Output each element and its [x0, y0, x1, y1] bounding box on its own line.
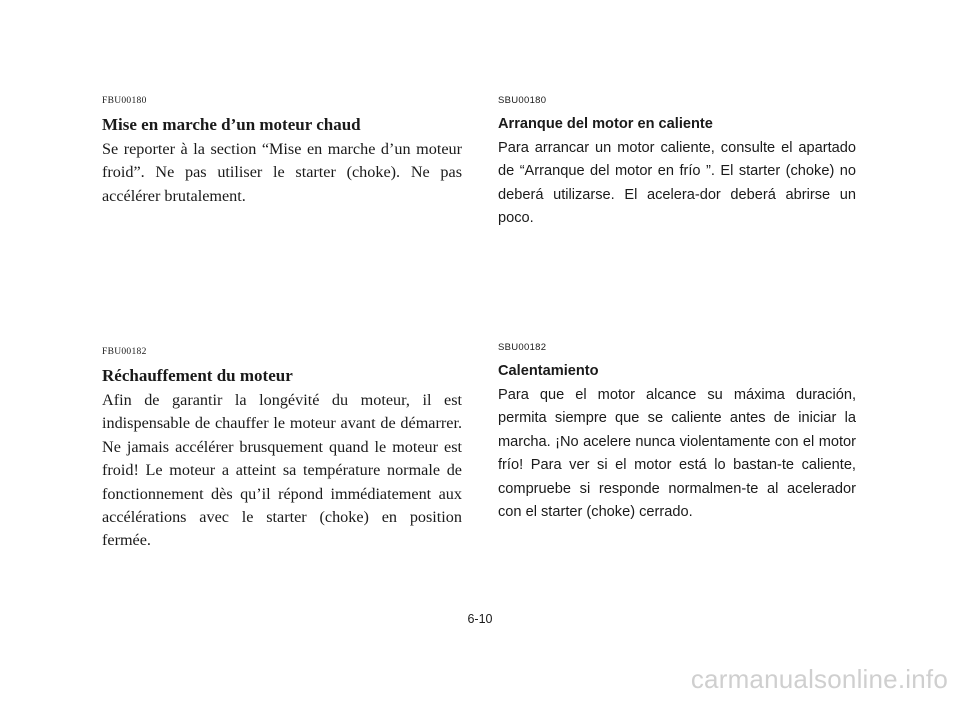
section-title: Réchauffement du moteur: [102, 366, 293, 385]
section-body: Para arrancar un motor caliente, consulte el apartado de “Arranque del motor en frío ”. El starter (choke) no deberá utilizarse. El acelera-dor deberá abrirse un poco.: [498, 140, 856, 227]
section-body: Afin de garantir la longévité du moteur, il est indispensable de chauffer le moteur avant de démarrer. Ne jamais accélérer brusquement quand le moteur est froid! Le moteur a atteint sa température normale de fonctionnement dès qu’il répond immédiatement aux accélérations avec le starter (choke) en position fermée.: [102, 391, 462, 550]
spanish-section-warm-up: [498, 342, 856, 524]
section-body: Se reporter à la section “Mise en marche d’un moteur froid”. Ne pas utiliser le starter (choke). Ne pas accélérer brutalement.: [102, 140, 462, 205]
french-section-warm-start: [102, 95, 462, 208]
section-title: Arranque del motor en caliente: [498, 116, 713, 132]
section-title: Mise en marche d’un moteur chaud: [102, 115, 361, 134]
french-section-warm-up: [102, 346, 462, 553]
page-number-text: 6-10: [467, 612, 493, 626]
section-code: SBU00182: [498, 342, 547, 353]
section-code: FBU00180: [102, 96, 147, 106]
section-code: FBU00182: [102, 347, 147, 357]
watermark: carmanualsonline.info: [690, 664, 948, 694]
section-code: SBU00180: [498, 95, 547, 106]
spanish-section-warm-start: [498, 95, 856, 231]
page-number: [0, 612, 960, 626]
section-body: Para que el motor alcance su máxima duración, permita siempre que se caliente antes de iniciar la marcha. ¡No acelere nunca violentamente con el motor frío! Para ver si el motor está lo bastan-te caliente, compruebe si responde normalmen-te al acelerador con el starter (choke) cerrado.: [498, 387, 856, 521]
section-title: Calentamiento: [498, 363, 599, 379]
